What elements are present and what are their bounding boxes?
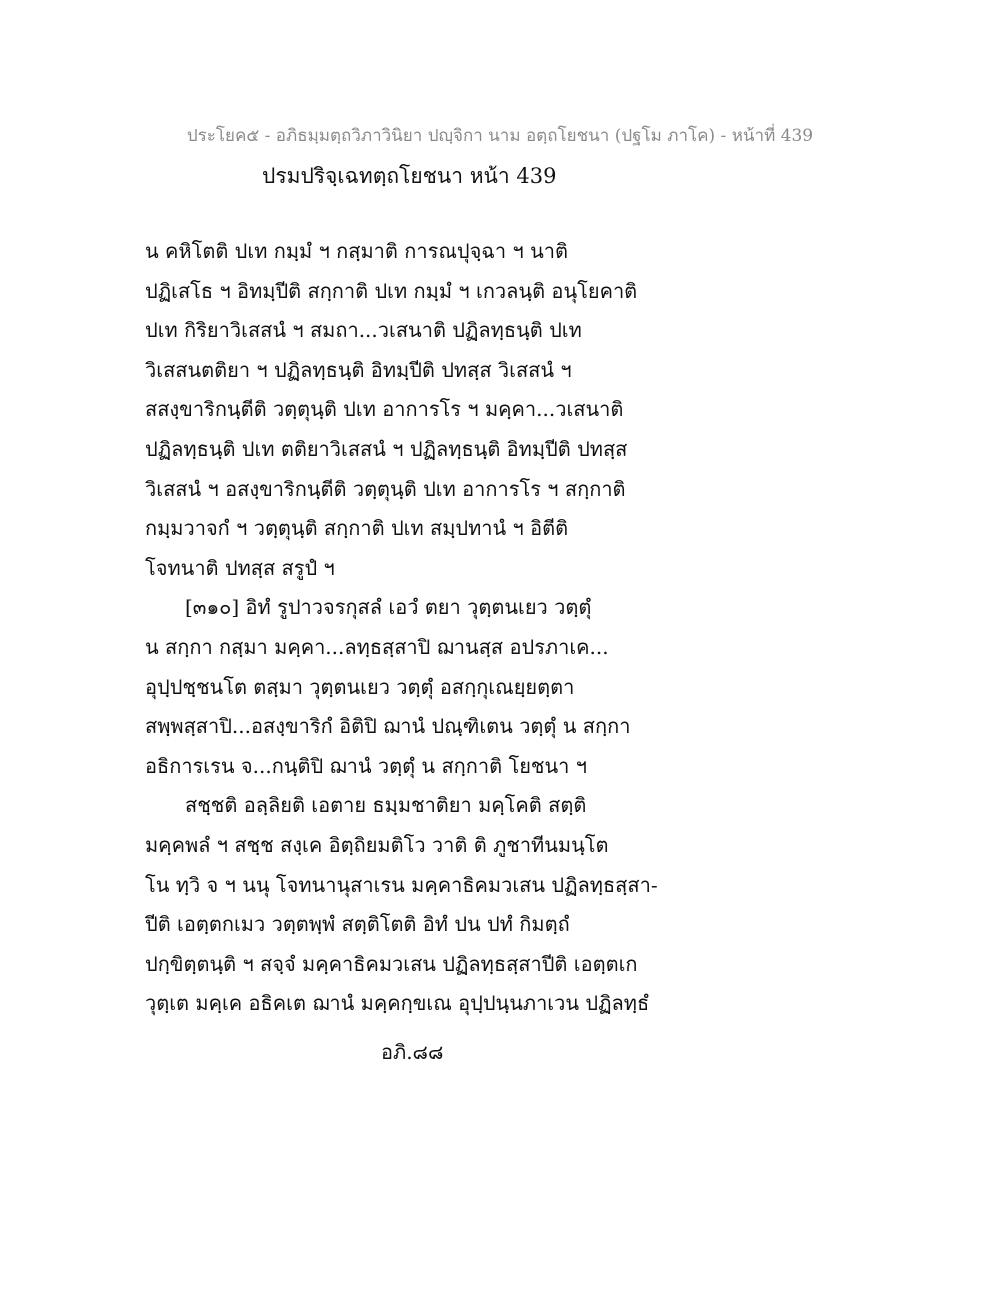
text-line: ปฏิเสโธ ฯ อิทมฺปีติ สกฺกาติ ปเท กมฺมํ ฯ เกวลนฺติ อนุโยคาติ <box>145 278 638 303</box>
text-line: น คหิโตติ ปเท กมฺมํ ฯ กสฺมาติ การณปุจฺฉา ฯ นาติ <box>145 239 568 263</box>
text-line: วุตฺเต มคฺเค อธิคเต ฌานํ มคฺคกฺขเณ อุปฺปนฺนภาเวน ปฏิลทฺธํ <box>145 991 650 1016</box>
text-line: น สกฺกา กสฺมา มคฺคา...ลทฺธสฺสาปิ ฌานสฺส อปรภาเค... <box>145 634 609 659</box>
text-line: โจทนาติ ปทสฺส สรูปํ ฯ <box>145 555 335 580</box>
text-line: ปฏิลทฺธนฺติ ปเท ตติยาวิเสสนํ ฯ ปฏิลทฺธนฺติ อิทมฺปีติ ปทสฺส <box>145 436 628 461</box>
text-line: กมฺมวาจกํ ฯ วตฺตุนฺติ สกฺกาติ ปเท สมฺปทานํ ฯ อิตีติ <box>145 516 569 541</box>
running-header: ประโยค๕ - อภิธมฺมตฺถวิภาวินิยา ปญฺจิกา นาม อตฺถโยชนา (ปฐโม ภาโค) - หน้าที่ 439 <box>186 126 814 146</box>
page-signature: อภิ.๘๘ <box>381 1040 444 1064</box>
text-line: โน ทฺวิ จ ฯ นนุ โจทนานุสาเรน มคฺคาธิคมวเสน ปฏิลทฺธสฺสา- <box>145 872 658 897</box>
chapter-title: ปรมปริจฺเฉทตฺถโยชนา หน้า 439 <box>262 164 557 188</box>
text-line: วิเสสนํ ฯ อสงฺขาริกนฺตีติ วตฺตุนฺติ ปเท อาการโร ฯ สกฺกาติ <box>145 476 626 501</box>
text-line: สพฺพสฺสาปิ...อสงฺขาริกํ อิติปิ ฌานํ ปณฺฑิเตน วตฺตุํ น สกฺกา <box>145 714 631 739</box>
text-line: ปเท กิริยาวิเสสนํ ฯ สมถา...วเสนาติ ปฏิลทฺธนฺติ ปเท <box>145 318 582 343</box>
text-line: ปีติ เอตฺตกเมว วตฺตพฺพํ สตฺติโตติ อิทํ ปน ปทํ กิมตฺถํ <box>145 912 570 937</box>
paragraph-start-line: สชฺชติ อลฺลิยติ เอตาย ธมฺมชาติยา มคฺโคติ สตฺติ <box>185 793 587 818</box>
text-line: วิเสสนตติยา ฯ ปฏิลทฺธนฺติ อิทมฺปีติ ปทสฺส วิเสสนํ ฯ <box>145 357 572 382</box>
text-line: ปกฺขิตฺตนฺติ ฯ สจฺจํ มคฺคาธิคมวเสน ปฏิลทฺธสฺสาปีติ เอตฺตเก <box>145 951 638 976</box>
paragraph-start-line: [๓๑๐] อิทํ รูปาวจรกุสลํ เอวํ ตยา วุตฺตนเยว วตฺตุํ <box>185 595 592 620</box>
text-line: สสงฺขาริกนฺตีติ วตฺตุนฺติ ปเท อาการโร ฯ มคฺคา...วเสนาติ <box>145 397 624 422</box>
body-text <box>145 232 845 1024</box>
text-line: มคฺคพลํ ฯ สชฺช สงฺเค อิตฺถิยมติโว วาติ ติ ภูชาทีนมนฺโต <box>145 832 609 857</box>
text-line: อธิการเรน จ...กนฺติปิ ฌานํ วตฺตุํ น สกฺกาติ โยชนา ฯ <box>145 753 587 778</box>
text-line: อุปฺปชฺชนโต ตสฺมา วุตฺตนเยว วตฺตุํ อสกฺกุเณยฺยตฺตา <box>145 674 575 699</box>
